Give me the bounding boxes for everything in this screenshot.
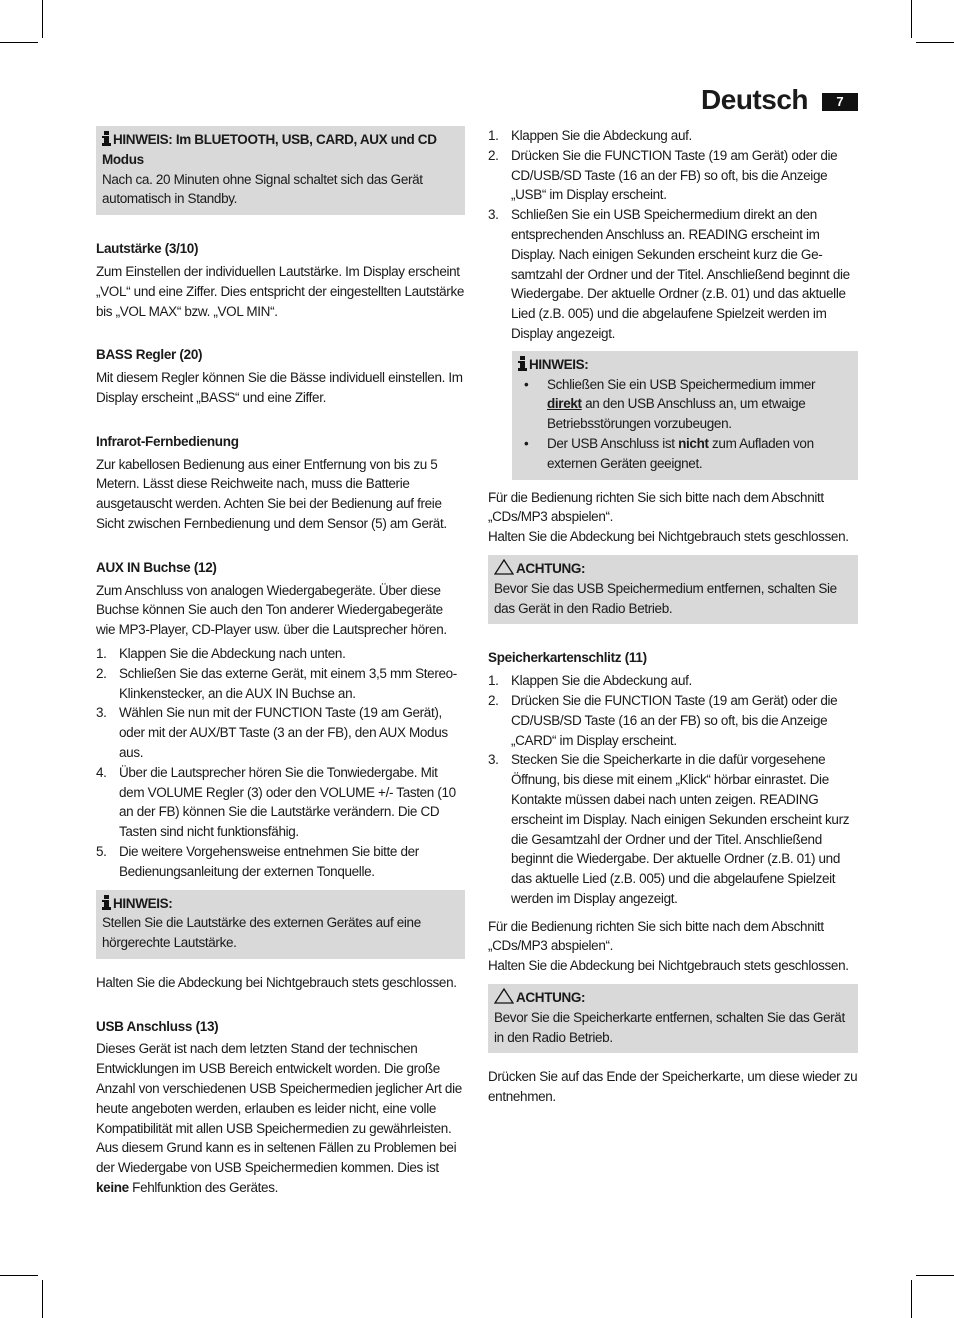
section-heading-volume: Lautstärke (3/10) xyxy=(96,241,199,257)
info-icon xyxy=(518,355,527,375)
list-item: 1. Klappen Sie die Abdeckung auf. xyxy=(488,128,692,143)
aux-cover-note: Halten Sie die Abdeckung bei Nichtgebrauch stets geschlossen. xyxy=(96,974,457,990)
list-item: 2. Schließen Sie das externe Gerät, mit einem 3,5 mm Stereo-Klinkenstecker, an die AUX IN Buchse an. xyxy=(96,665,457,701)
list-item: 1. Klappen Sie die Abdeckung auf. xyxy=(488,673,692,689)
section-heading-bass: BASS Regler (20) xyxy=(96,347,203,363)
crop-mark xyxy=(0,42,38,43)
usb-steps-list xyxy=(488,126,858,344)
hint-title: HINWEIS: xyxy=(113,895,173,911)
section-heading-usb: USB Anschluss (13) xyxy=(96,1018,219,1034)
list-item: 4. Über die Lautsprecher hören Sie die Tonwiedergabe. Mit dem VOLUME Regler (3) oder den VOLUME +/- Tasten (10 an der FB) können Sie die Lautstärke verändern. Die CD Tasten sind nicht funktionsfähig. xyxy=(96,764,456,840)
warning-body: Bevor Sie das USB Speichermedium entfernen, schalten Sie das Gerät in den Radio Betrieb. xyxy=(494,580,837,616)
crop-mark xyxy=(42,1280,43,1318)
list-item: 3. Schließen Sie ein USB Speichermedium direkt an den entsprechenden Anschluss an. READING erscheint im Display. Nach einigen Sekunden erscheint kurz die Gesamtzahl der Ordner und der Titel. Anschließend beginnt die Wiedergabe. Der aktuelle Ordner (z.B. 01) und das aktuelle Lied (z.B. 005) und die abgelaufene Spielzeit werden im Display angezeigt. xyxy=(488,207,850,341)
warning-box-usb xyxy=(488,555,858,624)
crop-mark xyxy=(911,0,912,38)
section-body-usb: Dieses Gerät ist nach dem letzten Stand der technischen Entwicklungen im USB Bereich entwickelt worden. Die große Anzahl von verschiedenen USB Speichermedien jeglicher Art die heute angeboten werden, erlauben es leider nicht, eine volle Kompatibilität mit allen USB Speichermedien zu gewährleisten. Aus diesem Grund kann es in seltenen Fällen zu Problemen bei der Wiedergabe von USB Speichermedien kommen. Dies ist keine Fehlfunktion des Gerätes. xyxy=(96,1041,462,1196)
hint-body: Nach ca. 20 Minuten ohne Signal schaltet sich das Gerät automatisch in Standby. xyxy=(102,171,423,207)
list-item: 2. Drücken Sie die FUNCTION Taste (19 am Gerät) oder die CD/USB/SD Taste (16 an der FB) so oft, bis die Anzeige „CARD“ im Display erscheint. xyxy=(488,692,838,748)
info-icon xyxy=(102,130,111,150)
card-removal-note: Drücken Sie auf das Ende der Speicherkarte, um diese wieder zu entnehmen. xyxy=(488,1069,858,1105)
crop-mark xyxy=(42,0,43,38)
card-steps-list xyxy=(488,671,858,909)
hint-title: HINWEIS: Im BLUETOOTH, USB, CARD, AUX und CD Modus xyxy=(102,132,437,167)
warning-box-card xyxy=(488,984,858,1053)
info-icon xyxy=(102,894,111,914)
page-number-badge: 7 xyxy=(822,93,858,111)
list-item: • Der USB Anschluss ist nicht zum Aufladen von externen Geräten geeignet. xyxy=(524,435,814,471)
list-item: 3. Stecken Sie die Speicherkarte in die dafür vorgesehene Öffnung, bis diese mit einem „Klick“ hörbar einrastet. Die Kontakte müssen dabei nach unten zeigen. READING erscheint im Display. Nach einigen Sekunden erscheint kurz die Gesamtzahl der Ordner und der Titel. Anschließend beginnt die Wiedergabe. Der aktuelle Ordner (z.B. 01) und das aktuelle Lied (z.B. 005) und die abgelaufene Spielzeit werden im Display angezeigt. xyxy=(488,752,850,906)
section-body-bass: Mit diesem Regler können Sie die Bässe individuell einstellen. Im Display erscheint „BASS“ und eine Ziffer. xyxy=(96,370,463,405)
card-operation-note: Für die Bedienung richten Sie sich bitte nach dem Abschnitt „CDs/MP3 abspielen“. xyxy=(488,918,824,954)
aux-steps-list xyxy=(96,644,465,882)
section-heading-aux: AUX IN Buchse (12) xyxy=(96,559,217,575)
hint-box-usb xyxy=(512,351,858,480)
warning-icon xyxy=(494,988,514,1008)
usb-cover-note: Halten Sie die Abdeckung bei Nichtgebrauch stets geschlossen. xyxy=(488,529,849,545)
list-item: • Schließen Sie ein USB Speichermedium immer direkt an den USB Anschluss an, um etwaige Betriebsstörungen vorzubeugen. xyxy=(524,376,816,432)
section-heading-card: Speicherkartenschlitz (11) xyxy=(488,650,647,666)
section-body-volume: Zum Einstellen der individuellen Lautstärke. Im Display erscheint „VOL“ und eine Ziffer. Dies entspricht der eingestellten Lautstärke bis „VOL MAX“ bzw. „VOL MIN“. xyxy=(96,263,465,319)
left-column xyxy=(96,126,465,1198)
warning-icon xyxy=(494,559,514,579)
warning-body: Bevor Sie die Speicherkarte entfernen, schalten Sie das Gerät in den Radio Betrieb. xyxy=(494,1009,845,1045)
right-column xyxy=(488,126,858,1107)
hint-box-aux-volume xyxy=(96,890,465,959)
usb-operation-note: Für die Bedienung richten Sie sich bitte nach dem Abschnitt „CDs/MP3 abspielen“. xyxy=(488,489,824,525)
page-language-title: Deutsch xyxy=(701,84,808,115)
warning-title: ACHTUNG: xyxy=(516,990,586,1006)
warning-title: ACHTUNG: xyxy=(516,560,586,576)
hint-body: Stellen Sie die Lautstärke des externen Gerätes auf eine hörgerechte Lautstärke. xyxy=(102,915,421,951)
list-item: 2. Drücken Sie die FUNCTION Taste (19 am Gerät) oder die CD/USB/SD Taste (16 an der FB) so oft, bis die Anzeige „USB“ im Display erscheint. xyxy=(488,147,838,203)
crop-mark xyxy=(916,1275,954,1276)
crop-mark xyxy=(916,42,954,43)
section-body-remote: Zur kabellosen Bedienung aus einer Entfernung von bis zu 5 Metern. Lässt diese Reichweite nach, muss die Batterie ausgetauscht werden. Achten Sie bei der Bedienung auf freie Sicht zwischen Fernbedienung und dem Sensor (5) am Gerät. xyxy=(96,456,447,531)
card-cover-note: Halten Sie die Abdeckung bei Nichtgebrauch stets geschlossen. xyxy=(488,958,849,974)
list-item: 1. Klappen Sie die Abdeckung nach unten. xyxy=(96,645,346,661)
list-item: 3. Wählen Sie nun mit der FUNCTION Taste (19 am Gerät), oder mit der AUX/BT Taste (3 an der FB), den AUX Modus aus. xyxy=(96,705,448,760)
section-body-aux: Zum Anschluss von analogen Wiedergabegeräte. Über diese Buchse können Sie auch den Ton anderer Wiedergabegeräte wie MP3-Player, CD-Player usw. über die Lautsprecher hören. xyxy=(96,582,447,638)
hint-box-standby xyxy=(96,126,465,215)
hint-bullets xyxy=(518,375,852,474)
list-item: 5. Die weitere Vorgehensweise entnehmen Sie bitte der Bedienungsanleitung der externen Tonquelle. xyxy=(96,843,419,879)
hint-title: HINWEIS: xyxy=(529,356,589,372)
section-heading-remote: Infrarot-Fernbedienung xyxy=(96,433,239,449)
crop-mark xyxy=(0,1275,38,1276)
crop-mark xyxy=(911,1280,912,1318)
